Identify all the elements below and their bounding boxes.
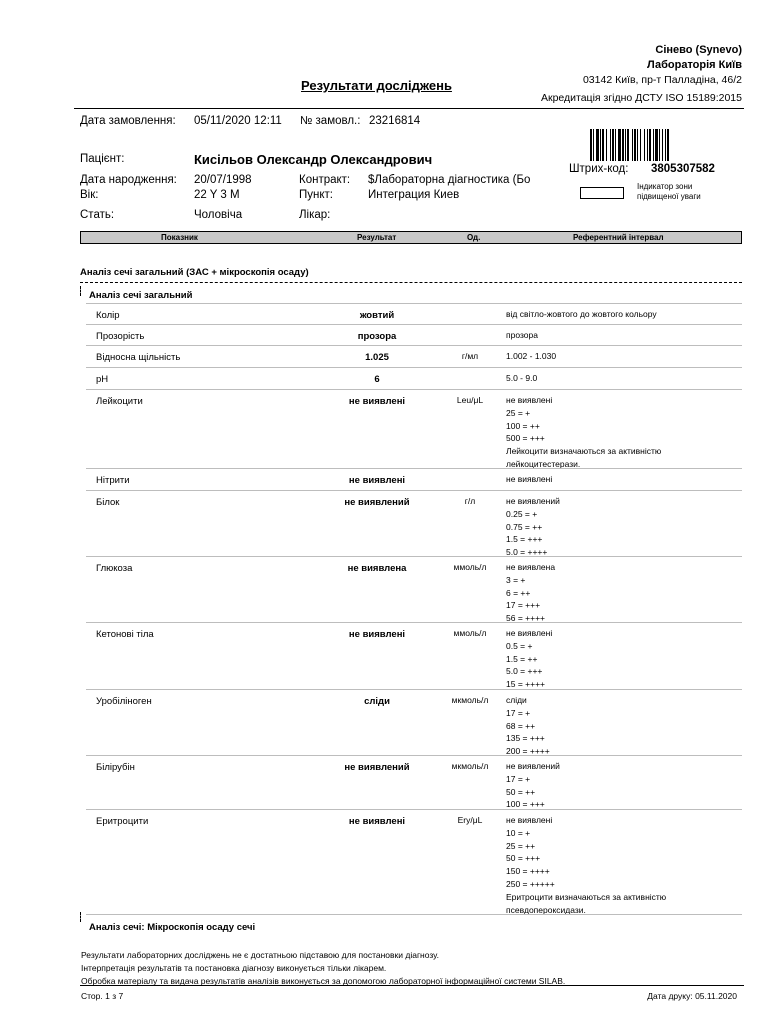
test-name: Білірубін	[96, 762, 135, 773]
test-unit: ммоль/л	[453, 628, 487, 638]
reference-line: від світло-жовтого до жовтого кольору	[506, 309, 657, 319]
test-result: прозора	[357, 331, 397, 342]
test-name: pH	[96, 374, 109, 385]
test-name: Прозорість	[96, 331, 145, 342]
test-name: Відносна щільність	[96, 352, 181, 363]
section2-bracket	[80, 912, 81, 922]
row-divider	[86, 324, 742, 325]
test-name: Нітрити	[96, 475, 130, 486]
barcode-bar	[662, 129, 663, 161]
test-result: не виявлені	[348, 816, 406, 827]
attention-indicator-label: Індикатор зони підвищеної уваги	[637, 182, 701, 201]
age-value: 22 Y 3 M	[194, 189, 240, 201]
reference-line: не виявлені	[506, 815, 553, 825]
row-divider	[86, 468, 742, 469]
test-result: 1.025	[365, 352, 389, 363]
reference-line: 5.0 = ++++	[506, 547, 548, 558]
order-number-label: № замовл.:	[300, 115, 361, 127]
reference-line: 17 = +++	[506, 600, 541, 611]
test-reference	[506, 473, 552, 486]
barcode-bar	[596, 129, 599, 161]
barcode-bar	[622, 129, 624, 161]
reference-line: прозора	[506, 330, 538, 340]
reference-line: 0.5 = +	[506, 640, 533, 651]
row-divider	[86, 303, 742, 304]
barcode-bar	[644, 129, 645, 161]
barcode-bar	[632, 129, 633, 161]
header-unit: Од.	[467, 233, 481, 242]
test-name: Кетонові тіла	[96, 629, 154, 640]
reference-line: 1.5 = +++	[506, 534, 543, 545]
print-date: Дата друку: 05.11.2020	[647, 991, 737, 1001]
reference-line: 68 = ++	[506, 720, 536, 731]
reference-line: 100 = ++	[506, 420, 540, 431]
test-reference	[506, 814, 666, 916]
reference-line: не виявлені	[506, 395, 553, 405]
barcode-bar	[634, 129, 636, 161]
reference-line: не виявлений	[506, 496, 560, 506]
row-divider	[86, 689, 742, 690]
test-reference	[506, 372, 537, 385]
reference-line: 50 = +++	[506, 853, 541, 864]
barcode-bar	[625, 129, 626, 161]
reference-line: 25 = +	[506, 407, 531, 418]
age-label: Вік:	[80, 189, 99, 201]
test-reference	[506, 760, 560, 811]
header-indicator: Показник	[161, 233, 198, 242]
reference-line: 3 = +	[506, 574, 526, 585]
test-reference	[506, 308, 657, 321]
test-result: не виявлена	[347, 563, 407, 574]
barcode-bar	[655, 129, 658, 161]
test-name: Білок	[96, 497, 120, 508]
test-reference	[506, 627, 552, 691]
test-name: Еритроцити	[96, 816, 149, 827]
test-unit: г/л	[464, 496, 476, 506]
group-title: Аналіз сечі загальний (ЗАС + мікроскопія осаду)	[80, 267, 309, 278]
barcode-bar	[665, 129, 666, 161]
barcode-bar	[600, 129, 601, 161]
reference-line: не виявлені	[506, 474, 553, 484]
disclaimer-line: Результати лабораторних досліджень не є достатньою підставою для постановки діагнозу.	[81, 950, 439, 960]
sex-value: Чоловіча	[194, 209, 243, 221]
lab-address: 03142 Київ, пр-т Палладіна, 46/2	[582, 74, 742, 86]
footer-divider	[80, 985, 744, 986]
test-unit: мкмоль/л	[451, 695, 489, 705]
barcode-bar	[590, 129, 592, 161]
reference-line: 0.25 = +	[506, 508, 538, 519]
barcode-bar	[637, 129, 638, 161]
test-name: Глюкоза	[96, 563, 133, 574]
test-reference	[506, 561, 555, 625]
reference-line: 25 = ++	[506, 840, 536, 851]
test-result: не виявлений	[344, 497, 410, 508]
section-title: Аналіз сечі загальний	[89, 290, 193, 301]
barcode-label: Штрих-код:	[569, 163, 629, 175]
attention-indicator-box	[580, 187, 624, 199]
doctor-label: Лікар:	[299, 209, 331, 221]
point-label: Пункт:	[299, 189, 333, 201]
dob-label: Дата народження:	[80, 174, 177, 186]
row-divider	[86, 345, 742, 346]
reference-line: 5.0 = +++	[506, 666, 543, 677]
test-reference	[506, 350, 556, 363]
section-bracket	[80, 286, 81, 296]
disclaimer-line: Обробка матеріалу та видача результатів аналізів виконується за допомогою лабораторної інформаційної системи SILAB.	[81, 976, 566, 986]
test-result: не виявлені	[348, 396, 406, 407]
barcode-bar	[610, 129, 611, 161]
test-result: не виявлені	[348, 475, 406, 486]
row-divider	[86, 755, 742, 756]
reference-line: 15 = ++++	[506, 679, 545, 690]
reference-line: 56 = ++++	[506, 613, 545, 624]
reference-line: 6 = ++	[506, 587, 531, 598]
reference-line: 50 = ++	[506, 786, 536, 797]
test-unit: г/мл	[461, 351, 479, 361]
patient-label: Пацієнт:	[80, 153, 125, 165]
barcode-bar	[627, 129, 629, 161]
row-divider	[86, 389, 742, 390]
row-divider	[86, 622, 742, 623]
barcode-bar	[667, 129, 669, 161]
lab-name: Сінево (Synevo)	[655, 44, 742, 56]
test-result: сліди	[364, 696, 390, 707]
barcode-bar	[606, 129, 607, 161]
order-number-value: 23216814	[369, 115, 421, 127]
header-result: Результат	[357, 233, 397, 242]
contract-value: $Лабораторна діагностика (Бо	[368, 174, 531, 186]
test-result: не виявлені	[348, 629, 406, 640]
barcode-image	[590, 129, 728, 161]
reference-line: 10 = +	[506, 827, 531, 838]
reference-line: 17 = +	[506, 707, 531, 718]
reference-line: 150 = ++++	[506, 866, 550, 877]
barcode-bar	[602, 129, 604, 161]
test-unit: Ery/μL	[457, 815, 483, 825]
lab-accreditation: Акредитація згідно ДСТУ ISO 15189:2015	[540, 92, 742, 104]
disclaimer-line: Інтерпретація результатів та постановка діагнозу виконується тільки лікарем.	[81, 963, 387, 973]
section2-title: Аналіз сечі: Мікроскопія осаду сечі	[89, 922, 256, 933]
reference-line: 250 = +++++	[506, 878, 555, 889]
page-title: Результати досліджень	[301, 78, 452, 93]
patient-name: Кисільов Олександр Олександрович	[194, 152, 433, 167]
barcode-bar	[615, 129, 616, 161]
order-date-value: 05/11/2020 12:11	[194, 115, 282, 127]
test-reference	[506, 495, 560, 559]
reference-line: псевдопероксидази.	[506, 904, 586, 915]
test-name: Уробіліноген	[96, 696, 152, 707]
reference-line: не виявлений	[506, 761, 560, 771]
row-divider	[86, 809, 742, 810]
sex-label: Стать:	[80, 209, 115, 221]
row-divider	[86, 556, 742, 557]
row-divider	[86, 367, 742, 368]
reference-line: 100 = +++	[506, 799, 545, 810]
reference-line: сліди	[506, 695, 527, 705]
reference-line: лейкоцитестерази.	[506, 458, 581, 469]
barcode-bar	[612, 129, 614, 161]
reference-line: 1.002 - 1.030	[506, 351, 557, 361]
header-reference: Референтний інтервал	[573, 233, 664, 242]
lab-branch: Лабораторія Київ	[646, 59, 742, 71]
barcode-bar	[649, 129, 651, 161]
page-number: Стор. 1 з 7	[81, 991, 124, 1001]
barcode-bar	[640, 129, 641, 161]
test-reference	[506, 694, 550, 758]
barcode-bar	[618, 129, 621, 161]
reference-line: 1.5 = ++	[506, 653, 538, 664]
reference-line: не виявлені	[506, 628, 553, 638]
dob-value: 20/07/1998	[194, 174, 252, 186]
row-divider	[86, 914, 742, 915]
reference-line: не виявлена	[506, 562, 556, 572]
header-divider	[74, 108, 744, 109]
point-value: Интеграция Киев	[368, 189, 460, 201]
test-reference	[506, 394, 661, 471]
barcode-bar	[653, 129, 654, 161]
reference-line: 0.75 = ++	[506, 521, 543, 532]
reference-line: 200 = ++++	[506, 746, 550, 757]
test-name: Колір	[96, 310, 120, 321]
test-unit: мкмоль/л	[451, 761, 489, 771]
reference-line: 500 = +++	[506, 433, 545, 444]
test-unit: ммоль/л	[453, 562, 487, 572]
barcode-value: 3805307582	[651, 163, 715, 175]
contract-label: Контракт:	[299, 174, 351, 186]
row-divider	[86, 490, 742, 491]
reference-line: 5.0 - 9.0	[506, 373, 538, 383]
test-reference	[506, 329, 538, 342]
reference-line: 135 = +++	[506, 733, 545, 744]
order-date-label: Дата замовлення:	[80, 115, 176, 127]
barcode-bar	[647, 129, 648, 161]
reference-line: Еритроцити визначаються за активністю	[506, 891, 667, 902]
test-result: не виявлений	[344, 762, 410, 773]
test-unit: Leu/μL	[456, 395, 484, 405]
results-table-header	[80, 231, 742, 244]
group-divider	[80, 282, 742, 283]
reference-line: Лейкоцити визначаються за активністю	[506, 446, 662, 457]
barcode-bar	[593, 129, 594, 161]
barcode-bar	[659, 129, 660, 161]
test-name: Лейкоцити	[96, 396, 143, 407]
test-result: жовтий	[359, 310, 395, 321]
test-result: 6	[374, 374, 380, 385]
reference-line: 17 = +	[506, 773, 531, 784]
